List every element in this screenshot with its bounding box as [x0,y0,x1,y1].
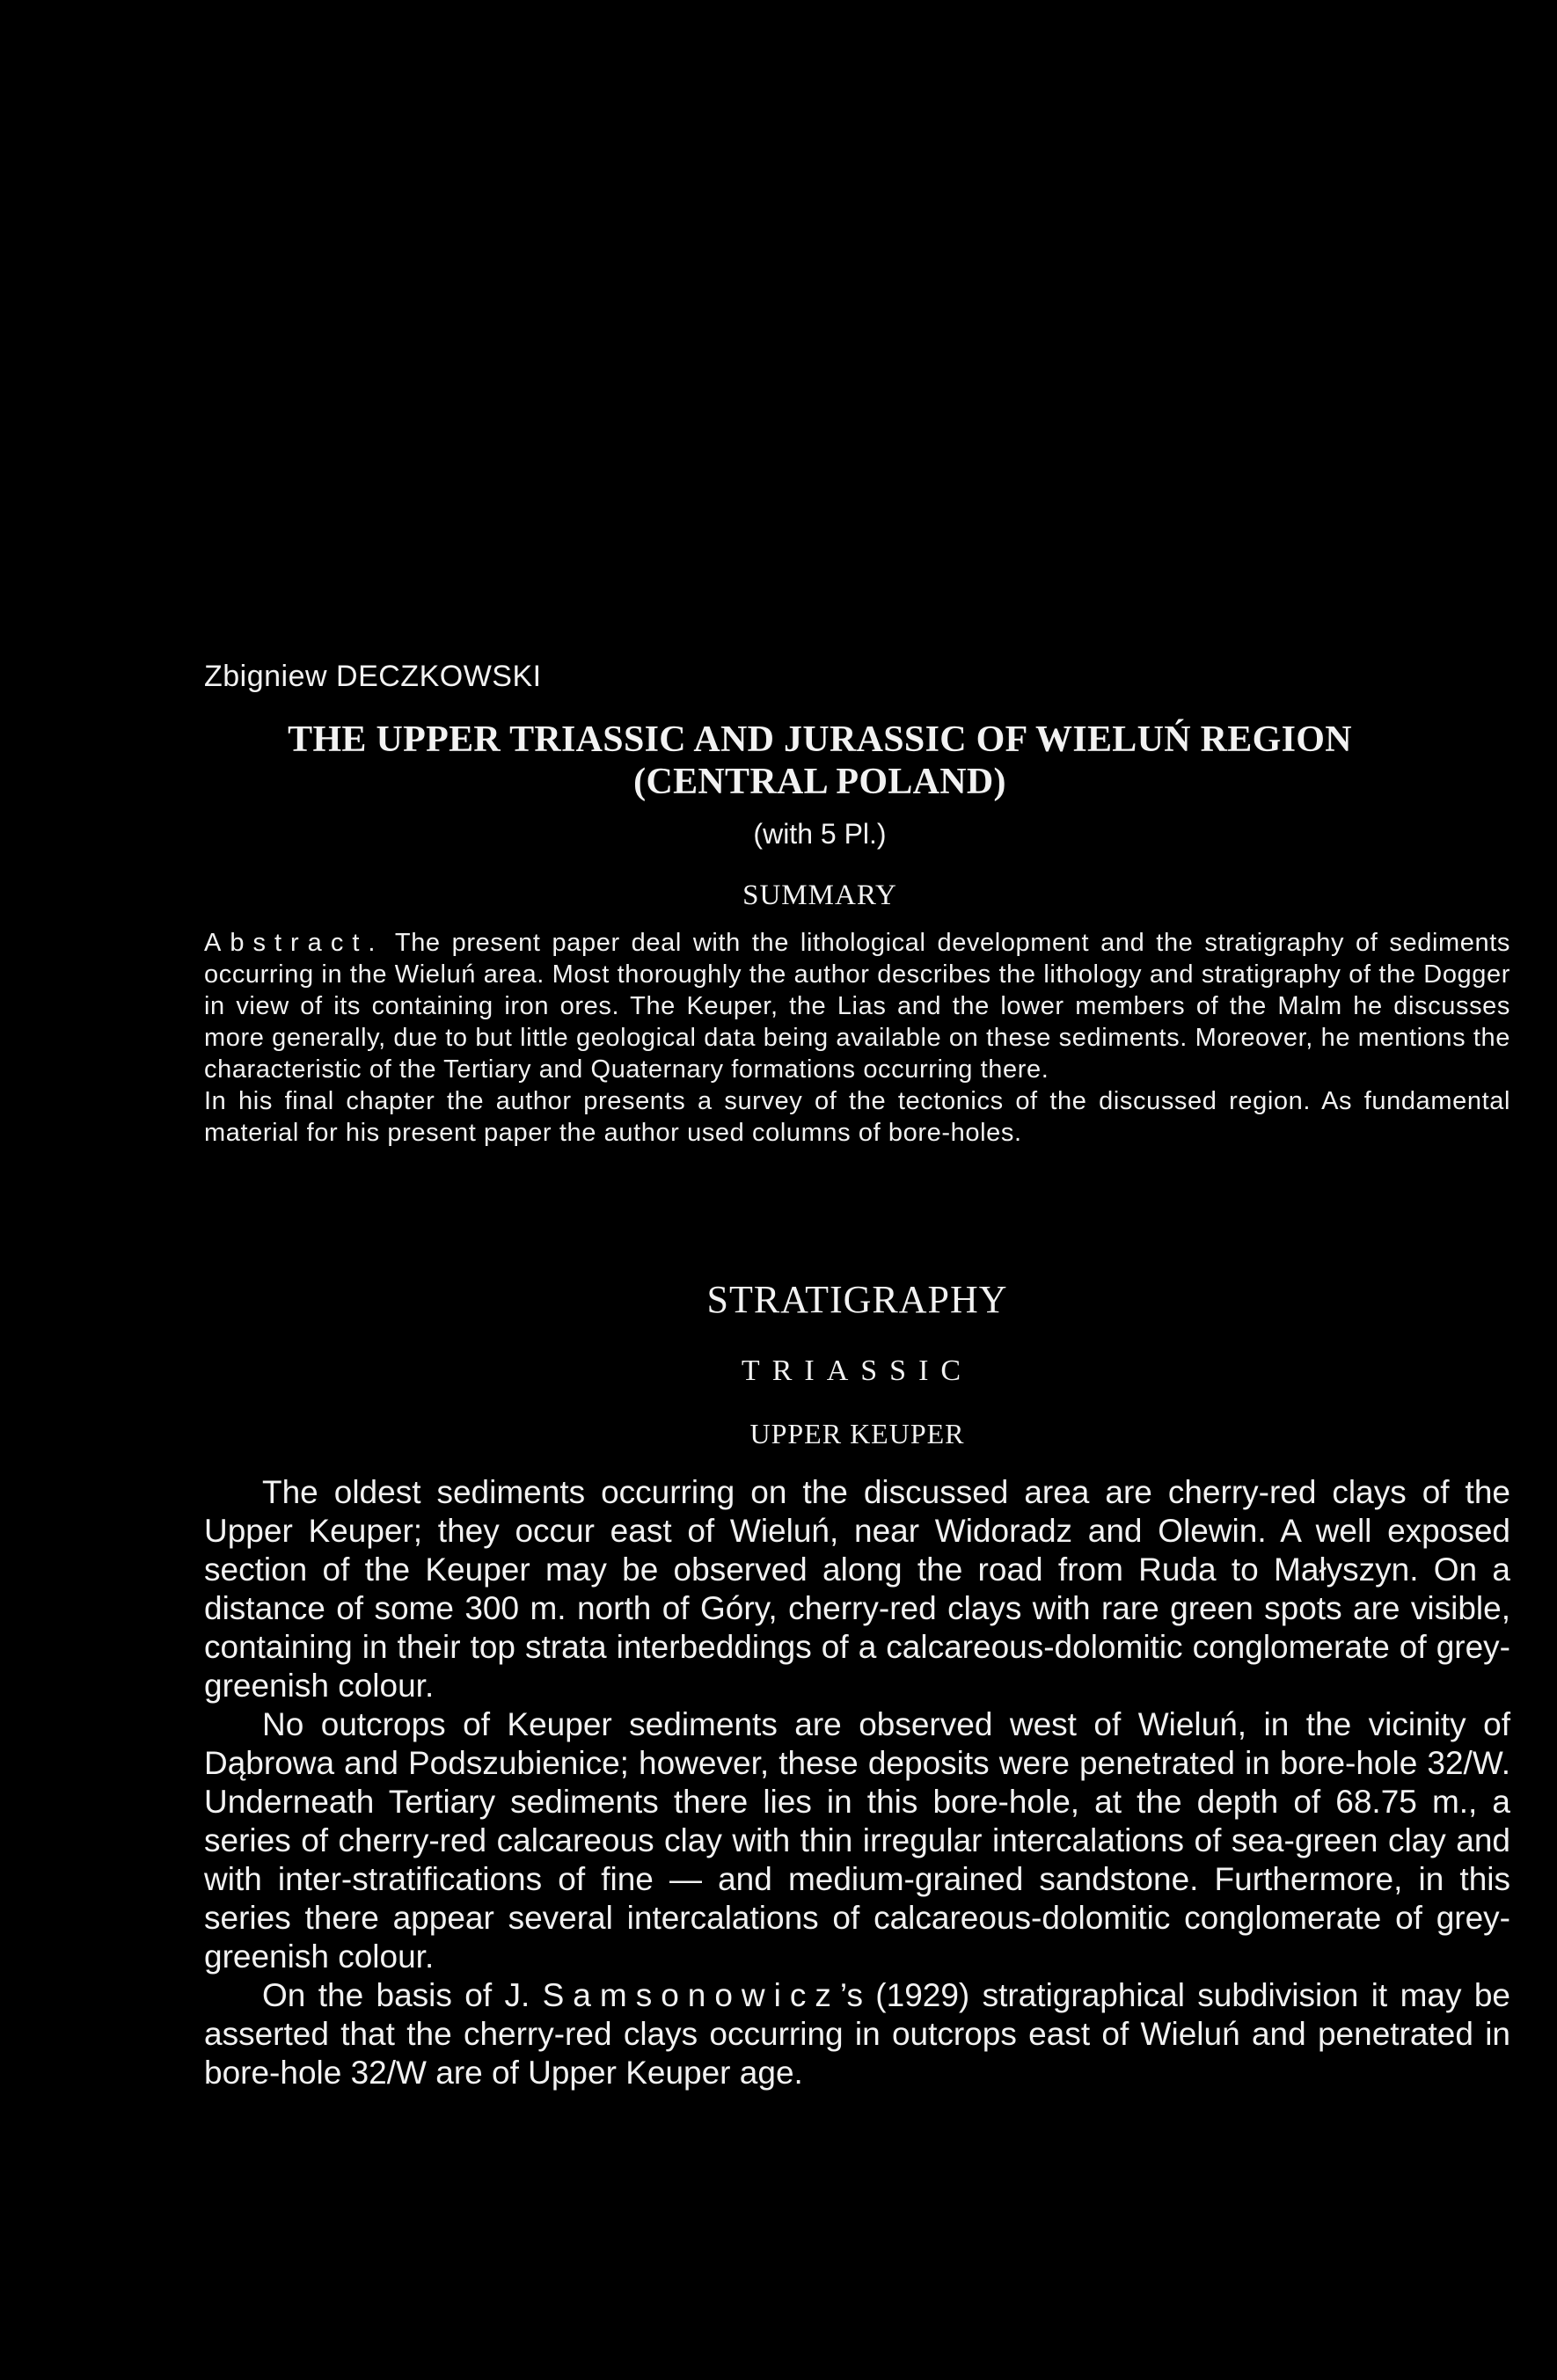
paper-title-line-2: (CENTRAL POLAND) [633,762,1006,802]
abstract-block [204,927,1510,1149]
body-paragraph-3-pre: On the basis of J. [262,1977,530,2013]
abstract-text-1: The present paper deal with the lithological development and the stratigraphy of sediments occurring in the Wieluń area. Most thoroughly the author describes the lithology and stratigraphy of the Dogger in view of its containing iron ores. The Keuper, the Lias and the lower members of the Malm he discusses more generally, due to but little geological data being available on these sediments. Moreover, he mentions the characteristic of the Tertiary and Quaternary formations occurring there. [204,929,1510,1084]
subsection-heading: TRIASSIC [741,1354,974,1387]
abstract-paragraph-1 [204,927,1510,1085]
plates-note: (with 5 Pl.) [753,818,887,850]
subsubsection-heading: UPPER KEUPER [749,1418,965,1449]
body-paragraph-2: No outcrops of Keuper sediments are observed west of Wieluń, in the vicinity of Dąbrowa and Podszubienice; however, these deposits were penetrated in bore-hole 32/W. Underneath Tertiary sediments there lies in this bore-hole, at the depth of 68.75 m., a series of cherry-red calcareous clay with thin irregular intercalations of sea-green clay and with inter-stratifications of fine — and medium-grained sandstone. Furthermore, in this series there appear several intercalations of calcareous-dolomitic conglomerate of grey-greenish colour. [204,1706,1510,1975]
body-text [204,1473,1510,2092]
cited-author-name: Samsonowicz [542,1977,840,2013]
body-paragraph-1: The oldest sediments occurring on the discussed area are cherry-red clays of the Upper Keuper; they occur east of Wieluń, near Widoradz and Olewin. A well exposed section of the Keuper may be observed along the road from Ruda to Małyszyn. On a distance of some 300 m. north of Góry, cherry-red clays with rare green spots are visible, containing in their top strata interbeddings of a calcareous-dolomitic conglomerate of grey-greenish colour. [204,1474,1510,1704]
body-paragraph-3-post: ’s (1929) stratigraphical subdivision it may be asserted that the cherry-red clays occurring in outcrops east of Wieluń and penetrated in bore-hole 32/W are of Upper Keuper age. [204,1977,1510,2091]
author-name: Zbigniew DECZKOWSKI [204,660,542,693]
abstract-label: Abstract. [204,929,384,957]
paper-title-line-1: THE UPPER TRIASSIC AND JURASSIC OF WIELUŃ REGION [288,719,1352,760]
abstract-paragraph-2: In his final chapter the author presents a survey of the tectonics of the discussed region. As fundamental material for his present paper the author used columns of bore-holes. [204,1087,1510,1147]
summary-heading: SUMMARY [742,880,897,911]
body-paragraph-3 [204,1976,1510,2092]
section-heading: STRATIGRAPHY [706,1278,1008,1321]
